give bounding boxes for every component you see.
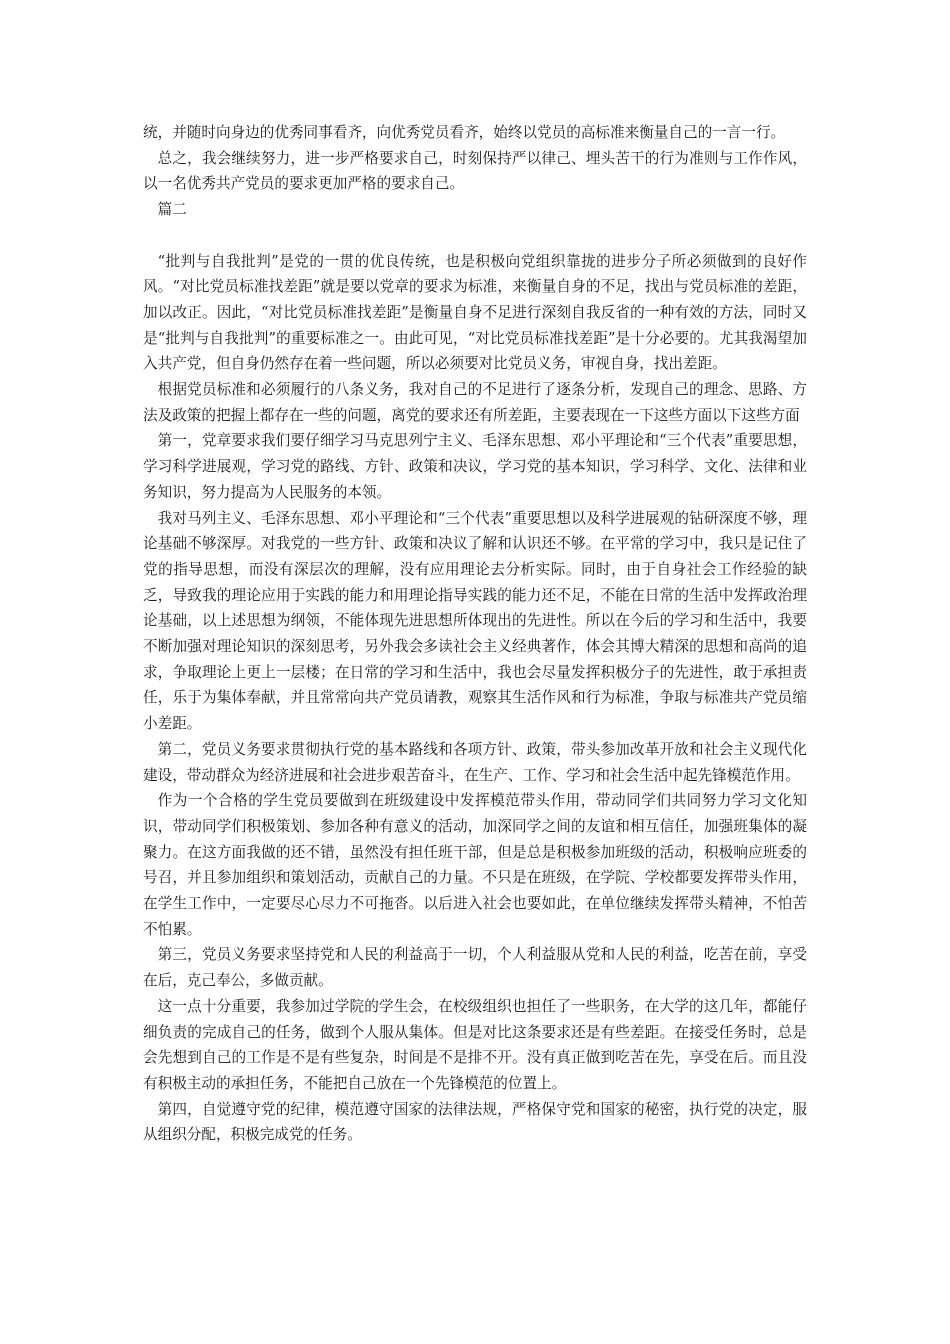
paragraph-point-2: 第二，党员义务要求贯彻执行党的基本路线和各项方针、政策，带头参加改革开放和社会主义现代化建设，带动群众为经济进展和社会进步艰苦奋斗，在生产、工作、学习和社会生活中起先锋模范作用。 (143, 740, 807, 784)
paragraph-reflection-2: 作为一个合格的学生党员要做到在班级建设中发挥模范带头作用，带动同学们共同努力学习文化知识，带动同学们积极策划、参加各种有意义的活动，加深同学之间的友谊和相互信任，加强班集体的凝聚力。在这方面我做的还不错，虽然没有担任班干部，但是总是积极参加班级的活动，积极响应班委的号召，并且参加组织和策划活动，贡献自己的力量。不只是在班级，在学院、学校都要发挥带头作用，在学生工作中，一定要尽心尽力不可拖沓。以后进入社会也要如此，在单位继续发挥带头精神，不怕苦不怕累。 (143, 792, 807, 938)
paragraph-conclusion: 总之，我会继续努力，进一步严格要求自己，时刻保持严以律己、埋头苦干的行为准则与工作作风，以一名优秀共产党员的要求更加严格的要求自己。 (143, 149, 807, 193)
paragraph-intro: “批判与自我批判”是党的一贯的优良传统，也是积极向党组织靠拢的进步分子所必须做到的良好作风。“对比党员标准找差距”就是要以党章的要求为标准，来衡量自身的不足，找出与党员标准的差距，加以改正。因此，“对比党员标准找差距”是衡量自身不足进行深刻自我反省的一种有效的方法，同时又是“批判与自我批判”的重要标准之一。由此可见，“对比党员标准找差距”是十分必要的。尤其我渴望加入共产党，但自身仍然存在着一些问题，所以必须要对比党员义务，审视自身，找出差距。 (143, 252, 807, 373)
paragraph-point-4: 第四，自觉遵守党的纪律，模范遵守国家的法律法规，严格保守党和国家的秘密，执行党的决定，服从组织分配，积极完成党的任务。 (143, 1100, 807, 1144)
paragraph-point-3: 第三，党员义务要求坚持党和人民的利益高于一切，个人利益服从党和人民的利益，吃苦在前，享受在后，克己奉公，多做贡献。 (143, 946, 807, 990)
document-body (143, 120, 807, 1148)
paragraph-reflection-1: 我对马列主义、毛泽东思想、邓小平理论和“三个代表”重要思想以及科学进展观的钻研深度不够，理论基础不够深厚。对我党的一些方针、政策和决议了解和认识还不够。在平常的学习中，我只是记住了党的指导思想，而没有深层次的理解，没有应用理论去分析实际。同时，由于自身社会工作经验的缺乏，导致我的理论应用于实践的能力和用理论指导实践的能力还不足，不能在日常的生活中发挥政治理论基础，以上述思想为纲领，不能体现先进思想所体现出的先进性。所以在今后的学习和生活中，我要不断加强对理论知识的深刻思考，另外我会多读社会主义经典著作，体会其博大精深的思想和高尚的追求，争取理论上更上一层楼；在日常的学习和生活中，我也会尽量发挥积极分子的先进性，敢于承担责任，乐于为集体奉献，并且常常向共产党员请教，观察其生活作风和行为标准，争取与标准共产党员缩小差距。 (143, 509, 807, 733)
paragraph-continued: 统，并随时向身边的优秀同事看齐，向优秀党员看齐，始终以党员的高标准来衡量自己的一言一行。 (143, 124, 786, 141)
section-heading: 篇二 (157, 201, 187, 219)
blank-line (143, 223, 807, 249)
paragraph-point-1: 第一，党章要求我们要仔细学习马克思列宁主义、毛泽东思想、邓小平理论和“三个代表”重要思想，学习科学进展观，学习党的路线、方针、政策和决议，学习党的基本知识，学习科学、文化、法律和业务知识，努力提高为人民服务的本领。 (143, 432, 807, 501)
paragraph-analysis: 根据党员标准和必须履行的八条义务，我对自己的不足进行了逐条分析，发现自己的理念、思路、方法及政策的把握上都存在一些的问题，离党的要求还有所差距，主要表现在一下这些方面以下这些方面 (143, 381, 807, 424)
paragraph-reflection-3: 这一点十分重要，我参加过学院的学生会，在校级组织也担任了一些职务，在大学的这几年，都能仔细负责的完成自己的任务，做到个人服从集体。但是对比这条要求还是有些差距。在接受任务时，总是会先想到自己的工作是不是有些复杂，时间是不是排不开。没有真正做到吃苦在先，享受在后。而且没有积极主动的承担任务，不能把自己放在一个先锋模范的位置上。 (143, 997, 807, 1092)
